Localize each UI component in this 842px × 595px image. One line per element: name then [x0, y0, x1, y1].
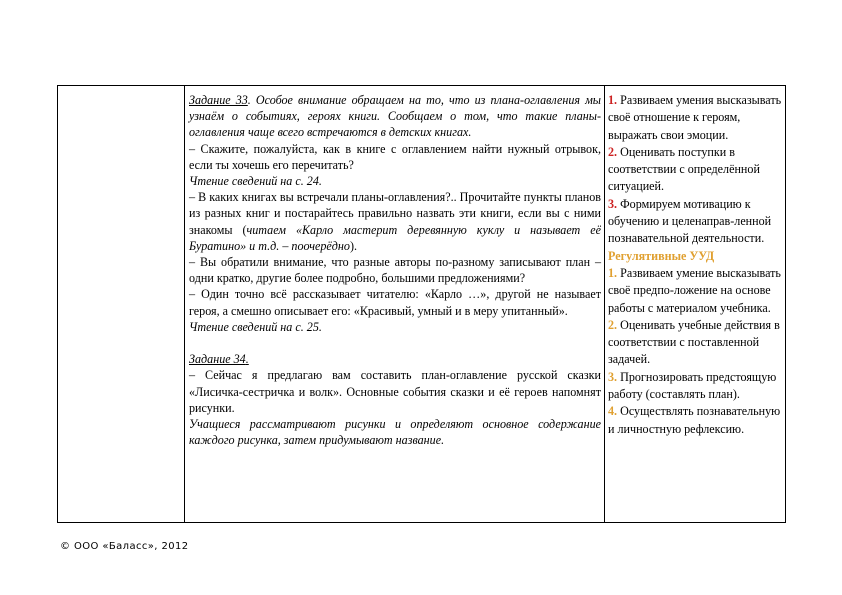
task34-students: Учащиеся рассматривают рисунки и определяют основное содержание каждого рисунка, затем придумывают название.	[189, 417, 601, 448]
content-column	[185, 86, 605, 522]
copyright-footer: © ООО «Баласс», 2012	[60, 541, 189, 552]
uud-regulative-3: 3. Прогнозировать предстоящую работу (составлять план).	[608, 369, 777, 402]
task33-intro: Задание 33. Особое внимание обращаем на то, что из плана-оглавления мы узнаём о событиях, героях книги. Сообщаем о том, что такие планы-оглавления чаще всего встречаются в детских книгах.	[189, 93, 601, 140]
uud-personal-1: 1. Развиваем умения высказывать своё отношение к героям, выражать свои эмоции.	[608, 93, 782, 142]
stage-column	[58, 86, 185, 522]
lesson-table	[57, 85, 786, 523]
task33-question-4: – Один точно всё рассказывает читателю: «Карло …», другой не называет героя, а смешно описывает его: «Красивый, умный и в меру упитанный».	[189, 287, 601, 318]
task33-question-3: – Вы обратили внимание, что разные авторы по-разному записывают план – одни кратко, другие более подробно, большими предложениями?	[189, 255, 601, 286]
uud-personal-2: 2. Оценивать поступки в соответствии с определённой ситуацией.	[608, 144, 760, 194]
task33-question-1: – Скажите, пожалуйста, как в книге с оглавлением найти нужный отрывок, если ты хочешь его перечитать?	[189, 141, 601, 172]
task33-question-2: – В каких книгах вы встречали планы-оглавления?.. Прочитайте пункты планов из разных книг и постарайтесь правильно назвать эти книги, если вы с ними знакомы (читаем «Карло мастерит деревянную куклу и называет её Буратино» и т.д. – поочерёдно).	[189, 190, 602, 253]
uud-regulative-2: 2. Оценивать учебные действия в соответствии с поставленной задачей.	[608, 317, 780, 367]
uud-regulative-4: 4. Осуществлять познавательную и личностную рефлексию.	[608, 404, 781, 436]
task33-reading-2: Чтение сведений на с. 25.	[189, 319, 322, 334]
task33-label: Задание 33	[189, 93, 248, 107]
task34-question-1: – Сейчас я предлагаю вам составить план-оглавление русской сказки «Лисичка-сестричка и волк». Основные события сказки и её героев напомнят рисунки.	[189, 368, 601, 415]
regulative-heading: Регулятивные УУД	[608, 248, 715, 263]
uud-regulative-1: 1. Развиваем умение высказывать своё предпо-ложение на основе работы с материалом учебника.	[608, 265, 781, 315]
task34-label: Задание 34	[189, 352, 246, 367]
task34-title: Задание 34.	[189, 352, 249, 367]
task33-reading-1: Чтение сведений на с. 24.	[189, 174, 322, 189]
uud-column	[605, 86, 785, 522]
uud-personal-3: 3. Формируем мотивацию к обучению и целенаправ-ленной познавательной деятельности.	[608, 196, 772, 246]
